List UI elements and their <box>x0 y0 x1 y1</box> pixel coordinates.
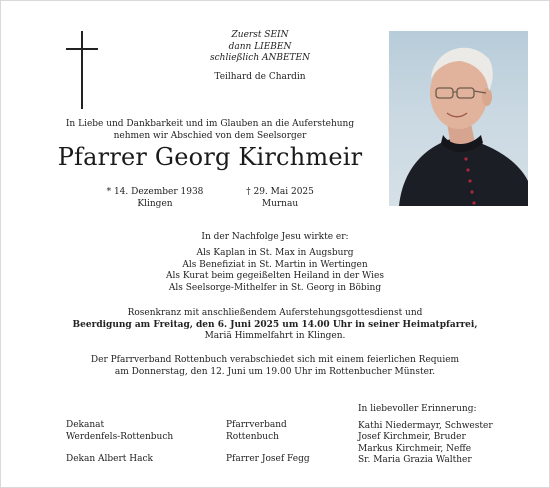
requiem-details <box>40 355 510 378</box>
deceased-name: Pfarrer Georg Kirchmeir <box>57 143 363 171</box>
birth-date: * 14. Dezember 1938 <box>106 187 204 197</box>
rosary-line: Rosenkranz mit anschließendem Auferstehungsgottesdienst und <box>127 308 423 318</box>
family-member: Markus Kirchmeir, Neffe <box>358 443 472 454</box>
quote-line: Zuerst SEIN <box>231 30 289 40</box>
quote-line: dann LIEBEN <box>228 41 292 52</box>
quote-line: schließlich ANBETEN <box>209 53 310 63</box>
requiem-line: am Donnerstag, den 12. Juni um 19.00 Uhr im Rottenbucher Münster. <box>114 366 436 377</box>
intro-line: nehmen wir Abschied von dem Seelsorger <box>113 131 307 141</box>
position-item: Als Benefiziat in St. Martin in Wertingen <box>182 259 368 270</box>
signature-line: Werdenfels-Rottenbuch <box>66 431 174 442</box>
successor-heading: In der Nachfolge Jesu wirkte er: <box>201 232 349 242</box>
funeral-details <box>40 308 510 343</box>
intro-text <box>40 118 380 142</box>
family-heading: In liebevoller Erinnerung: <box>358 404 477 414</box>
quote-author: Teilhard de Chardin <box>214 72 306 82</box>
signature-deanery <box>66 420 173 466</box>
priest-portrait-image <box>389 31 528 206</box>
positions-list <box>40 248 510 294</box>
death-place: Murnau <box>261 199 299 209</box>
signature-line: Pfarrverband <box>226 420 287 430</box>
position-item: Als Kurat beim gegeißelten Heiland in der Wies <box>166 271 384 281</box>
birth-place: Klingen <box>137 199 173 209</box>
position-item: Als Kaplan in St. Max in Augsburg <box>196 248 354 258</box>
signature-parish-association <box>226 420 310 466</box>
signature-family <box>358 404 493 467</box>
signature-line: Pfarrer Josef Fegg <box>226 454 310 464</box>
parish-line: Mariä Himmelfahrt in Klingen. <box>204 331 346 341</box>
birth-info <box>100 186 210 210</box>
family-member: Kathi Niedermayr, Schwester <box>358 420 493 431</box>
requiem-line: Der Pfarrverband Rottenbuch verabschiedet sich mit einem feierlichen Requiem <box>90 355 460 365</box>
death-info <box>225 186 335 210</box>
signature-line: Rottenbuch <box>226 431 279 442</box>
death-date: † 29. Mai 2025 <box>246 187 314 197</box>
intro-line: In Liebe und Dankbarkeit und im Glauben an die Auferstehung <box>65 119 355 129</box>
cross-icon <box>66 31 98 109</box>
family-member: Sr. Maria Grazia Walther <box>358 455 472 465</box>
quote <box>180 30 340 65</box>
signature-line: Dekan Albert Hack <box>66 454 153 464</box>
burial-line: Beerdigung am Freitag, den 6. Juni 2025 um 14.00 Uhr in seiner Heimatpfarrei, <box>72 319 478 330</box>
portrait-photo <box>389 31 528 206</box>
position-item: Als Seelsorge-Mithelfer in St. Georg in Böbing <box>168 282 382 293</box>
signature-line: Dekanat <box>66 420 105 430</box>
family-member: Josef Kirchmeir, Bruder <box>358 432 466 442</box>
